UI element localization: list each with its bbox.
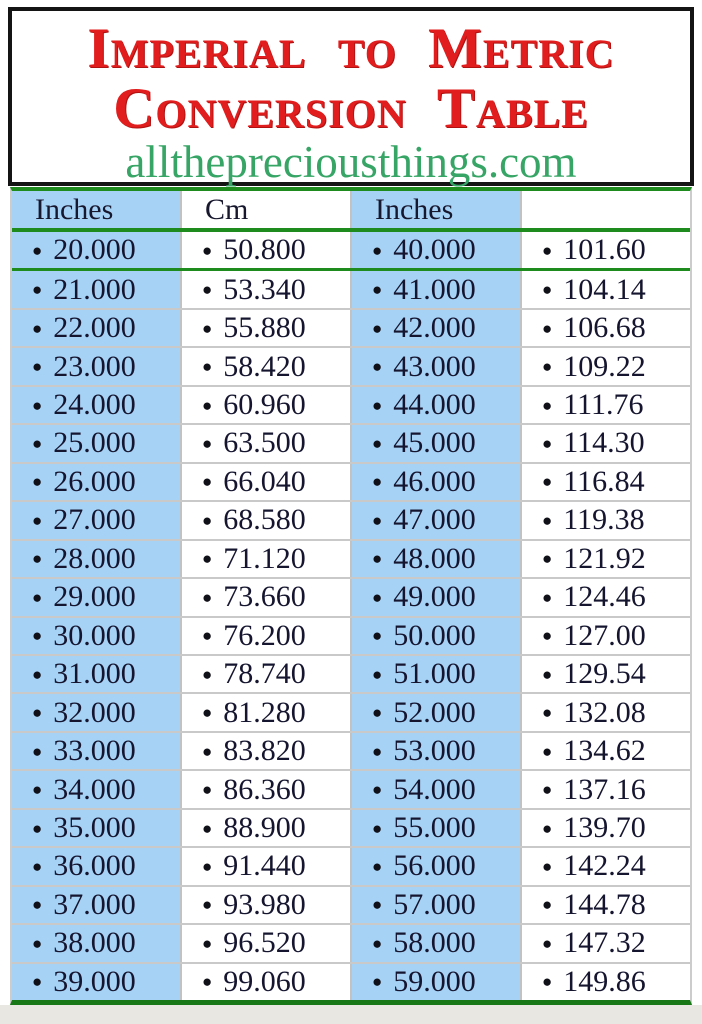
bullet-icon: ● <box>202 780 213 800</box>
column-header-inches-right: Inches <box>350 191 520 228</box>
bullet-icon: ● <box>32 741 43 761</box>
bullet-icon: ● <box>542 972 553 992</box>
header-box <box>8 7 694 186</box>
cell-cm <box>520 694 690 730</box>
cell-cm <box>520 502 690 538</box>
table-row <box>12 923 690 961</box>
cell-inches <box>12 925 180 961</box>
cell-inches <box>350 579 520 615</box>
bullet-icon: ● <box>542 933 553 953</box>
cell-value: 52.000 <box>393 695 476 729</box>
cell-value: 36.000 <box>53 849 136 883</box>
bullet-icon: ● <box>32 395 43 415</box>
cell-value: 54.000 <box>393 772 476 806</box>
cell-value: 53.000 <box>393 734 476 768</box>
cell-value: 116.84 <box>563 464 645 498</box>
cell-value: 109.22 <box>563 349 646 383</box>
cell-value: 88.900 <box>223 811 306 845</box>
bullet-icon: ● <box>542 664 553 684</box>
cell-value: 81.280 <box>223 695 306 729</box>
cell-inches <box>350 694 520 730</box>
cell-inches <box>12 232 180 268</box>
cell-value: 34.000 <box>53 772 136 806</box>
cell-value: 147.32 <box>563 926 646 960</box>
cell-value: 35.000 <box>53 811 136 845</box>
bullet-icon: ● <box>202 933 213 953</box>
cell-cm <box>520 348 690 384</box>
table-row <box>12 616 690 654</box>
cell-inches <box>350 502 520 538</box>
cell-value: 149.86 <box>563 964 646 998</box>
bullet-icon: ● <box>202 818 213 838</box>
cell-value: 99.060 <box>223 964 306 998</box>
table-row <box>12 769 690 807</box>
cell-value: 27.000 <box>53 503 136 537</box>
website-url: allthepreciousthings.com <box>125 137 577 187</box>
cell-value: 53.340 <box>223 272 306 306</box>
table-row <box>12 346 690 384</box>
bullet-icon: ● <box>542 741 553 761</box>
cell-value: 44.000 <box>393 388 476 422</box>
cell-cm <box>180 425 350 461</box>
cell-inches <box>350 848 520 884</box>
bullet-icon: ● <box>372 972 383 992</box>
bullet-icon: ● <box>32 933 43 953</box>
cell-cm <box>520 964 690 1000</box>
table-row <box>12 539 690 577</box>
cell-inches <box>350 387 520 423</box>
table-row <box>12 846 690 884</box>
cell-value: 42.000 <box>393 311 476 345</box>
bullet-icon: ● <box>542 357 553 377</box>
bullet-icon: ● <box>372 433 383 453</box>
column-header-cm-left: Cm <box>180 191 350 228</box>
bullet-icon: ● <box>542 280 553 300</box>
cell-cm <box>180 925 350 961</box>
cell-value: 58.000 <box>393 926 476 960</box>
column-header-inches-left: Inches <box>12 191 180 228</box>
cell-value: 93.980 <box>223 887 306 921</box>
bullet-icon: ● <box>32 664 43 684</box>
cell-inches <box>12 348 180 384</box>
cell-inches <box>350 310 520 346</box>
cell-value: 58.420 <box>223 349 306 383</box>
cell-inches <box>12 425 180 461</box>
footer-strip <box>0 1005 702 1024</box>
cell-cm <box>520 618 690 654</box>
cell-value: 45.000 <box>393 426 476 460</box>
cell-value: 40.000 <box>393 233 476 267</box>
cell-cm <box>520 656 690 692</box>
bullet-icon: ● <box>202 240 213 260</box>
cell-inches <box>350 348 520 384</box>
cell-inches <box>350 656 520 692</box>
cell-value: 32.000 <box>53 695 136 729</box>
bullet-icon: ● <box>32 626 43 646</box>
cell-inches <box>350 464 520 500</box>
bullet-icon: ● <box>32 472 43 492</box>
bullet-icon: ● <box>542 318 553 338</box>
cell-cm <box>180 232 350 268</box>
cell-value: 43.000 <box>393 349 476 383</box>
cell-value: 137.16 <box>563 772 646 806</box>
cell-value: 41.000 <box>393 272 476 306</box>
cell-cm <box>180 733 350 769</box>
cell-inches <box>350 925 520 961</box>
cell-inches <box>12 579 180 615</box>
cell-value: 50.000 <box>393 618 476 652</box>
cell-cm <box>180 618 350 654</box>
bullet-icon: ● <box>32 587 43 607</box>
cell-inches <box>350 733 520 769</box>
bullet-icon: ● <box>32 240 43 260</box>
cell-value: 71.120 <box>223 541 306 575</box>
cell-inches <box>12 694 180 730</box>
bullet-icon: ● <box>372 587 383 607</box>
cell-value: 91.440 <box>223 849 306 883</box>
cell-value: 106.68 <box>563 311 646 345</box>
bullet-icon: ● <box>32 972 43 992</box>
bullet-icon: ● <box>372 703 383 723</box>
cell-cm <box>180 656 350 692</box>
cell-value: 104.14 <box>563 272 646 306</box>
cell-cm <box>520 310 690 346</box>
table-row <box>12 268 690 307</box>
cell-value: 37.000 <box>53 887 136 921</box>
cell-inches <box>12 541 180 577</box>
cell-cm <box>180 271 350 307</box>
cell-cm <box>180 464 350 500</box>
bullet-icon: ● <box>32 433 43 453</box>
table-row <box>12 885 690 923</box>
bullet-icon: ● <box>542 510 553 530</box>
cell-inches <box>350 618 520 654</box>
bullet-icon: ● <box>202 664 213 684</box>
cell-inches <box>350 271 520 307</box>
cell-value: 129.54 <box>563 657 646 691</box>
cell-inches <box>12 848 180 884</box>
cell-value: 144.78 <box>563 887 646 921</box>
bullet-icon: ● <box>202 972 213 992</box>
cell-inches <box>350 425 520 461</box>
cell-inches <box>350 887 520 923</box>
bullet-icon: ● <box>372 357 383 377</box>
bullet-icon: ● <box>202 895 213 915</box>
table-row <box>12 385 690 423</box>
bullet-icon: ● <box>202 856 213 876</box>
cell-value: 33.000 <box>53 734 136 768</box>
table-row <box>12 308 690 346</box>
cell-cm <box>520 232 690 268</box>
bullet-icon: ● <box>372 510 383 530</box>
cell-cm <box>520 464 690 500</box>
cell-value: 39.000 <box>53 964 136 998</box>
bullet-icon: ● <box>542 703 553 723</box>
cell-cm <box>180 964 350 1000</box>
cell-inches <box>350 232 520 268</box>
cell-inches <box>350 541 520 577</box>
cell-value: 22.000 <box>53 311 136 345</box>
cell-cm <box>180 310 350 346</box>
cell-value: 56.000 <box>393 849 476 883</box>
cell-value: 24.000 <box>53 388 136 422</box>
cell-inches <box>12 656 180 692</box>
table-header-row <box>12 191 690 232</box>
bullet-icon: ● <box>202 433 213 453</box>
bullet-icon: ● <box>372 280 383 300</box>
cell-value: 49.000 <box>393 580 476 614</box>
cell-cm <box>180 541 350 577</box>
cell-value: 119.38 <box>563 503 645 537</box>
cell-value: 76.200 <box>223 618 306 652</box>
cell-value: 50.800 <box>223 233 306 267</box>
bullet-icon: ● <box>202 626 213 646</box>
page-title-line-2: Conversion Table <box>113 77 589 140</box>
bullet-icon: ● <box>542 395 553 415</box>
cell-value: 59.000 <box>393 964 476 998</box>
cell-inches <box>12 464 180 500</box>
cell-cm <box>520 387 690 423</box>
bullet-icon: ● <box>542 549 553 569</box>
cell-cm <box>520 887 690 923</box>
cell-value: 26.000 <box>53 464 136 498</box>
cell-cm <box>520 733 690 769</box>
cell-value: 111.76 <box>563 388 644 422</box>
bullet-icon: ● <box>542 626 553 646</box>
bullet-icon: ● <box>202 741 213 761</box>
cell-inches <box>350 964 520 1000</box>
cell-value: 38.000 <box>53 926 136 960</box>
cell-inches <box>12 733 180 769</box>
bullet-icon: ● <box>542 587 553 607</box>
table-body <box>12 232 690 1000</box>
table-row <box>12 654 690 692</box>
bullet-icon: ● <box>372 856 383 876</box>
bullet-icon: ● <box>32 318 43 338</box>
cell-value: 86.360 <box>223 772 306 806</box>
table-row <box>12 808 690 846</box>
cell-value: 139.70 <box>563 811 646 845</box>
cell-inches <box>12 502 180 538</box>
cell-cm <box>520 541 690 577</box>
table-row <box>12 462 690 500</box>
bullet-icon: ● <box>32 780 43 800</box>
table-row <box>12 692 690 730</box>
cell-value: 31.000 <box>53 657 136 691</box>
bullet-icon: ● <box>202 549 213 569</box>
bullet-icon: ● <box>32 357 43 377</box>
cell-value: 124.46 <box>563 580 646 614</box>
bullet-icon: ● <box>372 933 383 953</box>
table-row <box>12 962 690 1000</box>
cell-value: 23.000 <box>53 349 136 383</box>
cell-cm <box>180 579 350 615</box>
table-row <box>12 500 690 538</box>
cell-value: 46.000 <box>393 464 476 498</box>
cell-value: 127.00 <box>563 618 646 652</box>
cell-value: 73.660 <box>223 580 306 614</box>
bullet-icon: ● <box>32 818 43 838</box>
bullet-icon: ● <box>32 895 43 915</box>
bullet-icon: ● <box>372 395 383 415</box>
cell-inches <box>350 771 520 807</box>
cell-inches <box>12 387 180 423</box>
cell-value: 68.580 <box>223 503 306 537</box>
cell-cm <box>180 771 350 807</box>
bullet-icon: ● <box>542 240 553 260</box>
cell-cm <box>180 694 350 730</box>
bullet-icon: ● <box>202 280 213 300</box>
bullet-icon: ● <box>372 664 383 684</box>
cell-value: 48.000 <box>393 541 476 575</box>
cell-cm <box>520 810 690 846</box>
cell-cm <box>180 348 350 384</box>
bullet-icon: ● <box>542 856 553 876</box>
cell-value: 57.000 <box>393 887 476 921</box>
cell-cm <box>520 925 690 961</box>
bullet-icon: ● <box>542 780 553 800</box>
bullet-icon: ● <box>372 780 383 800</box>
bullet-icon: ● <box>372 318 383 338</box>
cell-value: 51.000 <box>393 657 476 691</box>
cell-cm <box>180 502 350 538</box>
cell-value: 25.000 <box>53 426 136 460</box>
cell-value: 78.740 <box>223 657 306 691</box>
bullet-icon: ● <box>32 703 43 723</box>
cell-inches <box>350 810 520 846</box>
cell-inches <box>12 271 180 307</box>
conversion-table <box>10 187 692 1005</box>
bullet-icon: ● <box>32 280 43 300</box>
bullet-icon: ● <box>372 472 383 492</box>
cell-value: 121.92 <box>563 541 646 575</box>
bullet-icon: ● <box>372 818 383 838</box>
cell-cm <box>180 810 350 846</box>
cell-value: 83.820 <box>223 734 306 768</box>
cell-cm <box>520 425 690 461</box>
cell-value: 20.000 <box>53 233 136 267</box>
cell-value: 101.60 <box>563 233 646 267</box>
cell-value: 47.000 <box>393 503 476 537</box>
cell-cm <box>520 579 690 615</box>
cell-cm <box>180 887 350 923</box>
cell-inches <box>12 810 180 846</box>
bullet-icon: ● <box>202 510 213 530</box>
bullet-icon: ● <box>542 433 553 453</box>
bullet-icon: ● <box>542 818 553 838</box>
page-title-line-1: Imperial to Metric <box>87 17 615 80</box>
cell-value: 60.960 <box>223 388 306 422</box>
cell-value: 55.880 <box>223 311 306 345</box>
table-row <box>12 232 690 268</box>
bullet-icon: ● <box>202 318 213 338</box>
cell-cm <box>180 848 350 884</box>
cell-value: 30.000 <box>53 618 136 652</box>
table-row <box>12 731 690 769</box>
cell-cm <box>180 387 350 423</box>
cell-value: 134.62 <box>563 734 646 768</box>
bullet-icon: ● <box>372 549 383 569</box>
bullet-icon: ● <box>202 395 213 415</box>
cell-value: 132.08 <box>563 695 646 729</box>
bullet-icon: ● <box>32 856 43 876</box>
cell-inches <box>12 310 180 346</box>
table-row <box>12 423 690 461</box>
cell-value: 114.30 <box>563 426 645 460</box>
cell-inches <box>12 618 180 654</box>
cell-value: 96.520 <box>223 926 306 960</box>
cell-value: 55.000 <box>393 811 476 845</box>
bullet-icon: ● <box>32 510 43 530</box>
cell-cm <box>520 271 690 307</box>
cell-cm <box>520 848 690 884</box>
cell-value: 142.24 <box>563 849 646 883</box>
cell-value: 63.500 <box>223 426 306 460</box>
bullet-icon: ● <box>372 895 383 915</box>
bullet-icon: ● <box>202 703 213 723</box>
cell-inches <box>12 887 180 923</box>
bullet-icon: ● <box>372 626 383 646</box>
bullet-icon: ● <box>32 549 43 569</box>
cell-value: 29.000 <box>53 580 136 614</box>
bullet-icon: ● <box>372 240 383 260</box>
column-header-cm-right <box>520 191 690 228</box>
bullet-icon: ● <box>202 357 213 377</box>
cell-value: 66.040 <box>223 464 306 498</box>
bullet-icon: ● <box>542 895 553 915</box>
bullet-icon: ● <box>542 472 553 492</box>
bullet-icon: ● <box>372 741 383 761</box>
table-row <box>12 577 690 615</box>
bullet-icon: ● <box>202 472 213 492</box>
cell-cm <box>520 771 690 807</box>
cell-value: 21.000 <box>53 272 136 306</box>
bullet-icon: ● <box>202 587 213 607</box>
cell-inches <box>12 771 180 807</box>
cell-inches <box>12 964 180 1000</box>
cell-value: 28.000 <box>53 541 136 575</box>
